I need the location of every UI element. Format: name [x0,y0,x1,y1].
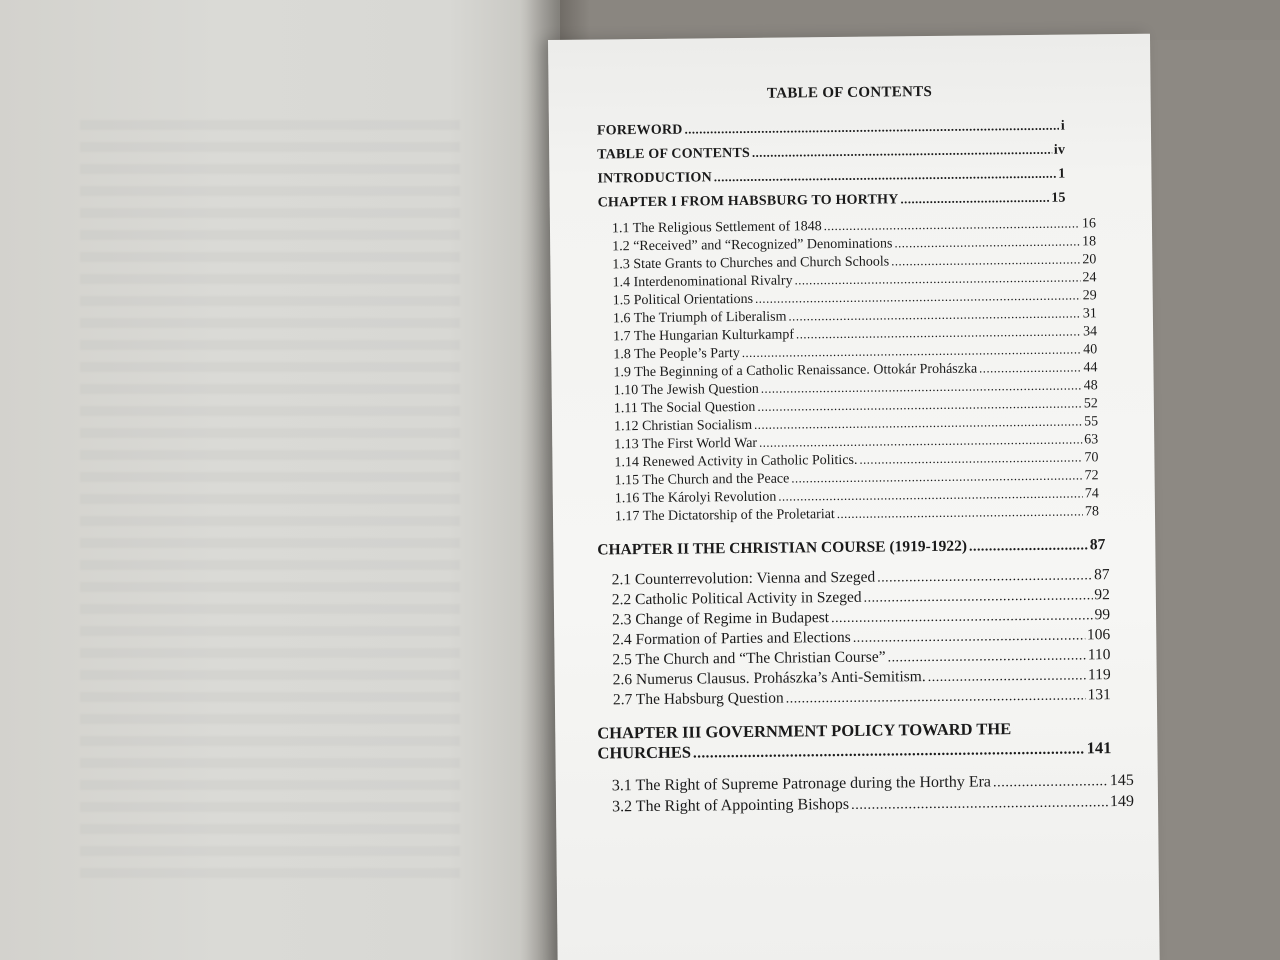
toc-section-entry: 1.7 The Hungarian Kulturkampf ..... 34 [613,324,1097,345]
table-of-contents [548,34,1150,816]
chapter-heading-2: CHAPTER II THE CHRISTIAN COURSE (1919-1922) ..... 87 [597,536,1105,559]
toc-section-entry: 1.1 The Religious Settlement of 1848 ..... 16 [612,216,1096,237]
toc-section-entry: 1.3 State Grants to Churches and Church Schools ..... 20 [612,252,1096,273]
toc-section-entry: 3.2 The Right of Appointing Bishops ..... 149 [612,793,1134,816]
toc-section-entry: 2.4 Formation of Parties and Elections ..... 106 [612,626,1110,649]
background-surface [1148,40,1280,960]
toc-entry-introduction: INTRODUCTION ..... 1 [597,167,1065,188]
toc-entry-foreword: FOREWORD ..... i [597,119,1065,140]
toc-section-entry: 1.13 The First World War ..... 63 [614,432,1098,453]
toc-section-entry: 2.3 Change of Regime in Budapest ..... 99 [612,606,1110,629]
toc-section-entry: 1.14 Renewed Activity in Catholic Politics. ..... 70 [614,450,1098,471]
toc-section-entry: 1.5 Political Orientations ..... 29 [613,288,1097,309]
toc-section-entry: 1.10 The Jewish Question ..... 48 [614,378,1098,399]
page-title: TABLE OF CONTENTS [766,83,933,102]
left-page [0,0,560,960]
toc-section-entry: 1.2 “Received” and “Recognized” Denominations ..... 18 [612,234,1096,255]
toc-section-entry: 1.16 The Károlyi Revolution ..... 74 [615,486,1099,507]
toc-section-entry: 2.5 The Church and “The Christian Course” ..... 110 [612,646,1110,669]
toc-section-entry: 1.6 The Triumph of Liberalism ..... 31 [613,306,1097,327]
toc-section-entry: 1.12 Christian Socialism ..... 55 [614,414,1098,435]
toc-section-entry: 1.17 The Dictatorship of the Proletariat ..... 78 [615,504,1099,525]
toc-section-entry: 1.4 Interdenominational Rivalry ..... 24 [612,270,1096,291]
toc-entry-table-of-contents: TABLE OF CONTENTS ..... iv [597,143,1065,164]
toc-section-entry: 2.6 Numerus Clausus. Prohászka’s Anti-Semitism. ..... 119 [613,666,1111,689]
chapter-heading-1: CHAPTER I FROM HABSBURG TO HORTHY ..... 15 [598,191,1066,212]
chapter-heading-3: CHAPTER III GOVERNMENT POLICY TOWARD THE [597,719,1012,743]
toc-section-entry: 2.2 Catholic Political Activity in Szeged ..... 92 [612,586,1110,609]
toc-section-entry: 1.9 The Beginning of a Catholic Renaissance. Ottokár Prohászka ..... 44 [613,360,1097,381]
right-page [548,34,1160,960]
toc-section-entry: 1.11 The Social Question ..... 52 [614,396,1098,417]
toc-section-entry: 3.1 The Right of Supreme Patronage during the Horthy Era ..... 145 [612,772,1134,795]
toc-section-entry: 2.1 Counterrevolution: Vienna and Szeged ..... 87 [612,566,1110,589]
toc-section-entry: 1.8 The People’s Party ..... 40 [613,342,1097,363]
chapter-heading-3-continued: CHURCHES ..... 141 [597,738,1111,763]
toc-section-entry: 2.7 The Habsburg Question ..... 131 [613,686,1111,709]
toc-section-entry: 1.15 The Church and the Peace ..... 72 [615,468,1099,489]
show-through-text [80,120,460,880]
